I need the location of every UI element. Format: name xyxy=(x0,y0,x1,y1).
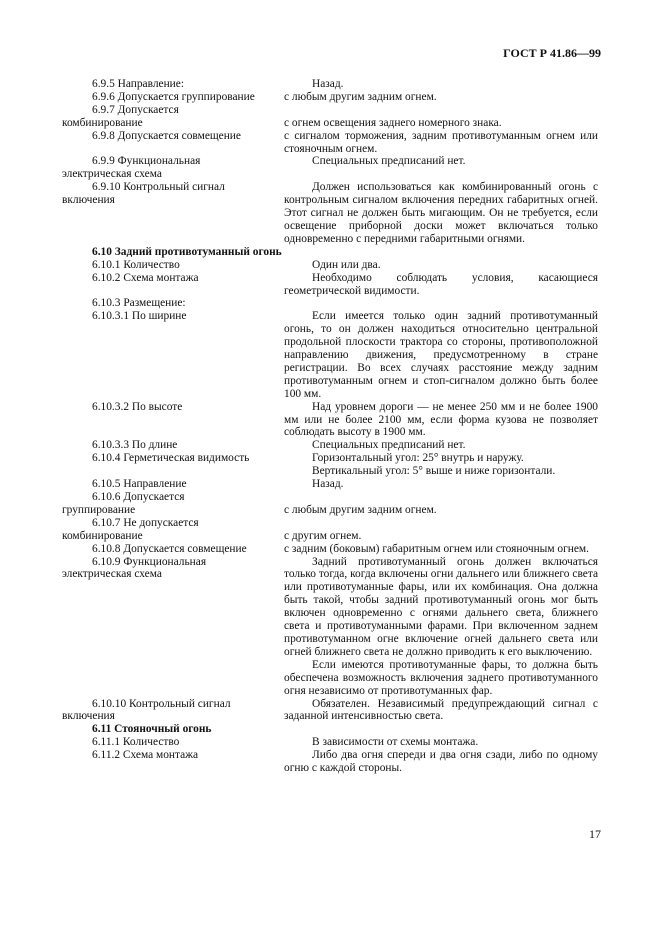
clause-requirement: Назад. xyxy=(312,78,344,90)
clause-requirement: Необходимо соблюдать условия, касающиеся геометрической видимости. xyxy=(284,271,598,297)
clause-row xyxy=(62,91,598,104)
clause-requirement: В зависимости от схемы монтажа. xyxy=(312,736,479,749)
clause-row xyxy=(62,749,598,775)
clause-number-title: 6.10.9 Функциональная xyxy=(92,555,207,568)
clause-row xyxy=(62,543,598,556)
clause-number-title: 6.10.3.3 По длине xyxy=(92,439,178,452)
clause-requirement: Специальных предписаний нет. xyxy=(312,155,466,168)
clause-number-title xyxy=(62,465,95,478)
clause-requirement xyxy=(284,297,598,310)
clause-requirement: Должен использоваться как комбинированный огонь с контрольным сигналом включения передних габаритных огней. Этот сигнал не должен быть мигающим. Он не требуется, если освещение приборной доски может включаться только одновременно с передними габаритными огнями. xyxy=(284,181,598,245)
clause-label xyxy=(62,155,284,181)
clause-label xyxy=(62,297,284,310)
clause-number-title: 6.10.7 Не допускается xyxy=(92,516,199,529)
clause-requirement: Вертикальный угол: 5° выше и ниже горизонтали. xyxy=(312,465,556,478)
section-heading: 6.11 Стояночный огонь xyxy=(92,723,212,736)
clause-requirement: с сигналом торможения, задним противотуманным огнем или стояночным огнем. xyxy=(284,129,598,155)
clause-label xyxy=(62,465,284,478)
clause-row xyxy=(62,259,598,272)
clause-label xyxy=(62,401,284,414)
clause-requirement: с любым другим задним огнем. xyxy=(284,90,437,103)
clause-row xyxy=(62,272,598,298)
clause-row xyxy=(62,452,598,465)
clause-row xyxy=(62,556,598,659)
clause-label xyxy=(62,517,284,543)
clause-title-continued: группирование xyxy=(62,503,136,516)
clause-number-title: 6.10.1 Количество xyxy=(92,258,180,271)
clause-row xyxy=(62,297,598,310)
clause-label xyxy=(62,181,284,207)
clause-label xyxy=(62,130,284,143)
clause-row xyxy=(62,517,598,543)
clause-requirement: Горизонтальный угол: 25° внутрь и наружу. xyxy=(312,452,524,465)
clause-number-title: 6.9.5 Направление: xyxy=(92,78,184,90)
clause-title-continued: включения xyxy=(62,194,115,207)
clause-number-title: 6.9.10 Контрольный сигнал xyxy=(92,181,225,194)
clause-label xyxy=(62,452,284,465)
clause-row xyxy=(62,401,598,440)
section-heading: 6.10 Задний противотуманный огонь xyxy=(92,245,282,258)
document-header: ГОСТ Р 41.86—99 xyxy=(503,46,601,60)
clause-number-title: 6.10.4 Герметическая видимость xyxy=(92,452,250,465)
clause-requirement: Один или два. xyxy=(312,258,381,271)
clause-row xyxy=(62,491,598,517)
clause-number-title: 6.10.5 Направление xyxy=(92,478,187,491)
clause-label xyxy=(62,543,284,556)
clause-label xyxy=(62,259,284,272)
clause-number-title: 6.10.8 Допускается совмещение xyxy=(92,542,247,555)
clause-number-title: 6.10.3 Размещение: xyxy=(92,297,186,310)
clause-row xyxy=(62,439,598,452)
clause-label xyxy=(62,491,284,517)
clause-title-continued: комбинирование xyxy=(62,529,143,542)
clause-label xyxy=(62,478,284,491)
clause-number-title: 6.10.2 Схема монтажа xyxy=(92,271,199,284)
clause-label xyxy=(62,272,284,285)
clause-requirement: Обязателен. Независимый предупреждающий сигнал с заданной интенсивностью света. xyxy=(284,697,598,723)
clause-title-continued: комбинирование xyxy=(62,116,143,129)
clause-requirement: Если имеются противотуманные фары, то должна быть обеспечена возможность включения заднего противотуманного огня независимо от противотуманных фар. xyxy=(284,658,598,697)
clause-requirement: с любым другим задним огнем. xyxy=(284,503,437,516)
clause-row xyxy=(62,78,598,91)
clause-number-title: 6.10.6 Допускается xyxy=(92,491,185,503)
clause-requirement: Специальных предписаний нет. xyxy=(312,439,466,452)
clause-number-title: 6.9.6 Допускается группирование xyxy=(92,90,255,103)
clause-label xyxy=(62,736,284,749)
clause-label xyxy=(62,439,284,452)
clause-requirement: с другим огнем. xyxy=(284,529,362,542)
clause-label xyxy=(62,104,284,130)
clause-number-title: 6.9.7 Допускается xyxy=(92,103,179,116)
clause-label xyxy=(62,78,284,91)
clause-row xyxy=(62,659,598,698)
clause-row xyxy=(62,465,598,478)
clause-row xyxy=(62,104,598,130)
clause-number-title: 6.10.3.2 По высоте xyxy=(92,400,183,413)
clause-requirement: Задний противотуманный огонь должен включаться только тогда, когда включены огни дальнего или ближнего света или противотуманные фары, или их комбинация. Она должна быть такой, чтобы задний противотуманный огонь мог быть включен одновременно с огнями дальнего света, ближнего света и противотуманными фарами. При включенном заднем противотуманном огне включение огней дальнего света или огней ближнего света не должно приводить к его выключению. xyxy=(284,555,598,658)
clause-title-continued: электрическая схема xyxy=(62,568,162,581)
clause-requirement: с огнем освещения заднего номерного знака. xyxy=(284,116,502,129)
clause-number-title: 6.9.8 Допускается совмещение xyxy=(92,129,241,142)
clause-label xyxy=(62,91,284,104)
clause-title-continued: включения xyxy=(62,710,115,723)
clause-row xyxy=(62,736,598,749)
clause-row xyxy=(62,310,598,400)
clause-label xyxy=(62,310,284,323)
clause-label xyxy=(62,556,284,582)
clause-number-title xyxy=(62,659,95,672)
clause-requirement: Либо два огня спереди и два огня сзади, либо по одному огню с каждой стороны. xyxy=(284,749,598,775)
clause-row xyxy=(62,181,598,246)
clause-requirement: с задним (боковым) габаритным огнем или стояночным огнем. xyxy=(284,542,589,555)
clause-row xyxy=(62,130,598,156)
clause-row xyxy=(62,155,598,181)
clause-label xyxy=(62,749,284,762)
clause-number-title: 6.9.9 Функциональная xyxy=(92,155,201,168)
clause-label xyxy=(62,659,284,672)
page-number: 17 xyxy=(589,827,601,841)
clause-requirement: Назад. xyxy=(312,478,344,491)
clause-requirement: Над уровнем дороги — не менее 250 мм и не более 1900 мм или не более 2100 мм, если форма кузова не позволяет соблюдать высоту в 1900 мм. xyxy=(284,400,598,439)
document-body xyxy=(62,78,598,775)
clause-label xyxy=(62,698,284,724)
clause-number-title: 6.10.3.1 По ширине xyxy=(92,310,187,323)
clause-title-continued: электрическая схема xyxy=(62,168,162,181)
clause-number-title: 6.11.2 Схема монтажа xyxy=(92,749,199,762)
clause-row xyxy=(62,698,598,724)
clause-requirement: Если имеется только один задний противотуманный огонь, то он должен находиться относительно центральной продольной плоскости трактора со стороны, противоположной направлению движения, предусмотренному в стране регистрации. Во всех случаях расстояние между задним противотуманным огнем и стоп-сигналом должно быть более 100 мм. xyxy=(284,310,598,400)
clause-number-title: 6.10.10 Контрольный сигнал xyxy=(92,697,231,710)
clause-row xyxy=(62,478,598,491)
clause-number-title: 6.11.1 Количество xyxy=(92,736,180,749)
